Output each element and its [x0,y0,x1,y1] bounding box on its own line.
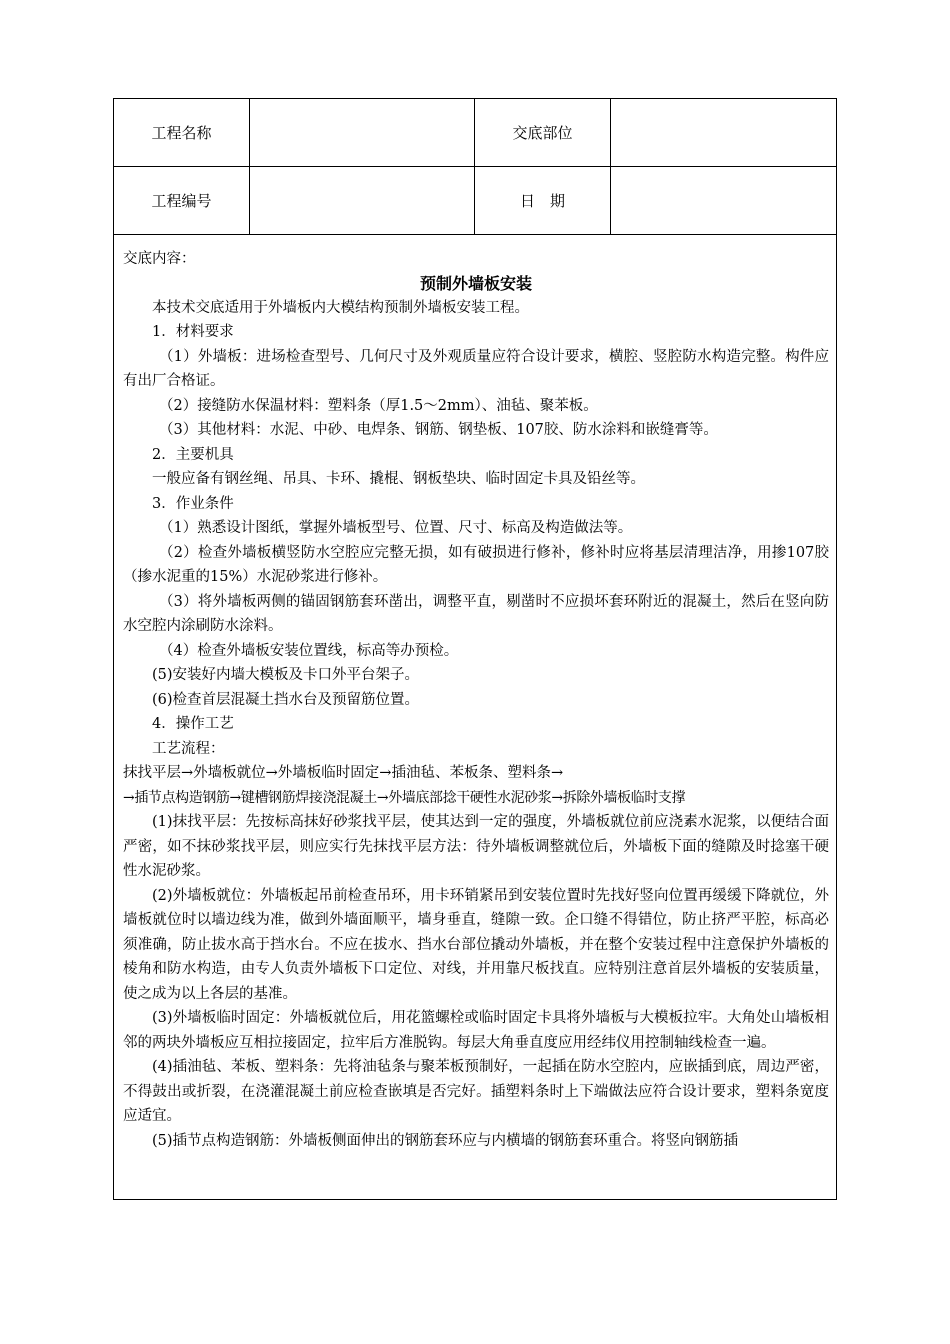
process-flow-line-1: 抹找平层→外墙板就位→外墙板临时固定→插油毡、苯板条、塑料条→ [123,765,564,781]
paragraph: （1）熟悉设计图纸，掌握外墙板型号、位置、尺寸、标高及构造做法等。 [159,520,633,536]
step-paragraph: (1)抹找平层：先按标高抹好砂浆找平层，使其达到一定的强度，外墙板就位前应浇素水泥浆，以便结合面严密，如不抹砂浆找平层，则应实行先抹找平层方法：待外墙板调整就位后，外墙板下面的缝隙及时捻塞干硬性水泥砂浆。 [123,814,829,879]
doc-title: 预制外墙板安装 [419,273,532,293]
disclosure-part-label: 交底部位 [475,99,611,166]
paragraph: 工艺流程： [152,740,225,757]
step-paragraph: (5)插节点构造钢筋：外墙板侧面伸出的钢筋套环应与内横墙的钢筋套环重合。将竖向钢筋插 [152,1132,739,1149]
paragraph: （4）检查外墙板安装位置线，标高等办预检。 [159,642,459,659]
project-no-label: 工程编号 [114,167,250,234]
section-heading: 1．材料要求 [152,324,234,340]
intro-label: 交底内容： [123,251,196,267]
disclosure-part-value[interactable] [611,99,838,166]
step-paragraph: (3)外墙板临时固定：外墙板就位后，用花篮螺栓或临时固定卡具将外墙板与大模板拉牢。大角处山墙板相邻的两块外墙板应互相拉接固定，拉牢后方准脱钩。每层大角垂直度应用经纬仪用控制轴线检查一遍。 [123,1010,829,1051]
paragraph: （2）接缝防水保温材料：塑料条（厚1.5～2mm）、油毡、聚苯板。 [159,397,598,414]
paragraph: （1）外墙板：进场检查型号、几何尺寸及外观质量应符合设计要求，横腔、竖腔防水构造完整。构件应有出厂合格证。 [123,348,829,389]
step-paragraph: (4)插油毡、苯板、塑料条：先将油毡条与聚苯板预制好，一起插在防水空腔内，应嵌插到底，周边严密，不得鼓出或折裂，在浇灌混凝土前应检查嵌填是否完好。插塑料条时上下端做法应符合设计要求，塑料条宽度应适宜。 [123,1059,829,1124]
step-paragraph: (2)外墙板就位：外墙板起吊前检查吊环，用卡环销紧吊到安装位置时先找好竖向位置再缓缓下降就位，外墙板就位时以墙边线为准，做到外墙面顺平，墙身垂直，缝隙一致。企口缝不得错位，防止挤严平腔，标高必须准确，防止拔水高于挡水台。不应在拔水、挡水台部位撬动外墙板，并在整个安装过程中注意保护外墙板的棱角和防水构造，由专人负责外墙板下口定位、对线，并用靠尺板找直。应特别注意首层外墙板的安装质量，使之成为以上各层的基准。 [123,887,829,1002]
paragraph: (5)安装好内墙大模板及卡口外平台架子。 [152,667,420,683]
header-row-1 [114,99,836,167]
date-label: 日 期 [475,167,611,234]
disclosure-content [123,247,829,1153]
header-row-2 [114,167,836,235]
project-name-value[interactable] [250,99,475,166]
section-heading: 3．作业条件 [152,495,234,512]
section-heading: 2．主要机具 [152,446,234,463]
section-heading: 4．操作工艺 [152,716,234,732]
project-name-label: 工程名称 [114,99,250,166]
paragraph: （3）将外墙板两侧的锚固钢筋套环凿出，调整平直，剔凿时不应损坏套环附近的混凝土，然后在竖向防水空腔内涂刷防水涂料。 [123,593,829,634]
date-value[interactable] [611,167,838,234]
project-no-value[interactable] [250,167,475,234]
paragraph: 本技术交底适用于外墙板内大模结构预制外墙板安装工程。 [152,299,529,316]
paragraph: 一般应备有钢丝绳、吊具、卡环、撬棍、钢板垫块、临时固定卡具及铅丝等。 [152,471,645,487]
process-flow-line-2: →插节点构造钢筋→键槽钢筋焊接浇混凝土→外墙底部捻干硬性水泥砂浆→拆除外墙板临时支撑 [123,789,686,806]
header-table [114,99,836,235]
paragraph: （3）其他材料：水泥、中砂、电焊条、钢筋、钢垫板、107胶、防水涂料和嵌缝膏等。 [159,422,718,438]
paragraph: (6)检查首层混凝土挡水台及预留筋位置。 [152,691,420,708]
paragraph: （2）检查外墙板横竖防水空腔应完整无损，如有破损进行修补，修补时应将基层清理洁净，用掺107胶（掺水泥重的15%）水泥砂浆进行修补。 [123,544,829,585]
disclosure-form [113,98,837,1200]
